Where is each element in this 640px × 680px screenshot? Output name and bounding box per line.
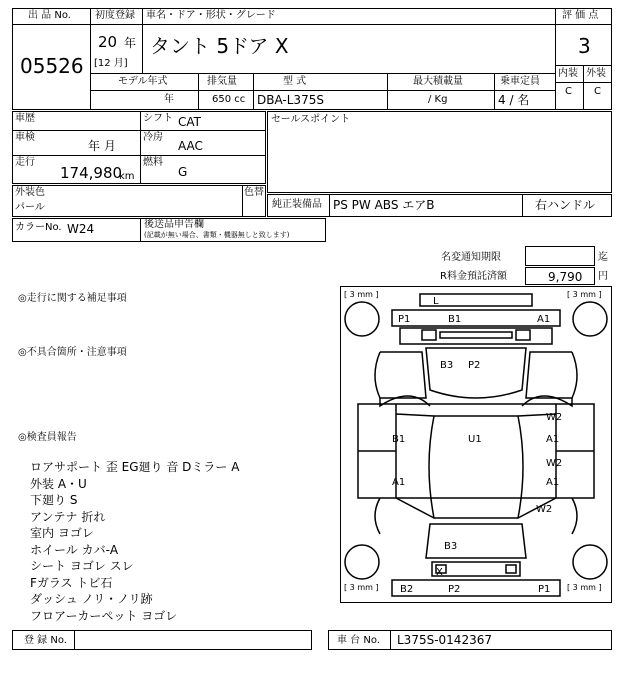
tire-depth-bl: [ 3 mm ] (344, 583, 379, 592)
model-year-value: 年 (164, 94, 174, 105)
recycle-label: R料金預託済額 (440, 271, 507, 282)
color-frame (12, 185, 266, 217)
fuel-label: 燃料 (143, 157, 163, 168)
exterior-color-value: パール (15, 202, 45, 213)
diagram-label: U1 (468, 434, 482, 445)
exterior-color-label: 外装色 (15, 187, 45, 198)
fuel-value: G (178, 165, 188, 179)
model-year-label: モデル年式 (118, 76, 168, 87)
ac-label: 冷房 (143, 132, 163, 143)
first-reg-label: 初度登録 (95, 10, 135, 21)
diagram-label: A1 (546, 434, 560, 445)
tire-depth-br: [ 3 mm ] (567, 583, 602, 592)
first-reg-year: 20 (98, 33, 118, 51)
model-value: DBA-L375S (257, 93, 324, 107)
diagram-label: A1 (546, 477, 560, 488)
front-fender-left (380, 352, 426, 398)
list-item: シート ヨゴレ スレ (30, 559, 134, 573)
diagram-label: P2 (468, 360, 481, 371)
equipment-value: PS PW ABS エアB (333, 198, 435, 212)
diagram-label: W2 (536, 504, 553, 515)
list-item: 室内 ヨゴレ (30, 526, 94, 540)
list-item: 下廻り S (30, 493, 78, 507)
car-name-label: 車名・ドア・形状・グレード (146, 10, 276, 21)
list-item: フロアーカーペット ヨゴレ (30, 608, 178, 623)
shaken-value: 年 月 (88, 139, 116, 153)
windshield-lines (396, 414, 556, 518)
capacity-label: 乗車定員 (500, 76, 540, 87)
wheel-rear-left (345, 545, 379, 579)
diagram-label: B3 (444, 541, 458, 552)
diagram-label: W2 (546, 412, 563, 423)
wheel-front-left (345, 302, 379, 336)
rear-hatch (426, 524, 526, 558)
front-fender-right (526, 352, 572, 398)
diagram-label: B1 (448, 314, 462, 325)
diagram-label: P1 (538, 584, 551, 595)
recycle-value: 9,790 (548, 270, 583, 284)
lamp-right (516, 330, 530, 340)
list-item: 外装 A・U (30, 476, 87, 491)
rear-lamp-right (506, 565, 516, 573)
chassis-label: 車 台 No. (337, 635, 380, 646)
list-item: ホイール カバ-A (30, 542, 119, 557)
inspector-notes (30, 459, 239, 624)
driving-notes-heading: ◎走行に関する補足事項 (18, 293, 127, 304)
displacement-value: 650 cc (212, 94, 246, 105)
name-change-label: 名変通知期限 (441, 252, 501, 263)
diagram-label: W2 (546, 458, 563, 469)
recycle-unit: 円 (598, 271, 608, 282)
history-label: 車歴 (15, 113, 35, 124)
docs-note: (記載が無い場合、書類・機器無しと致します) (144, 231, 290, 239)
list-item: アンテナ 折れ (30, 509, 106, 524)
capacity-value: 4 / 名 (498, 93, 530, 107)
diagram-label: A1 (392, 477, 406, 488)
shift-label: シフト (143, 113, 173, 124)
rear-window (432, 562, 520, 576)
interior-grade: C (565, 86, 572, 97)
mileage-unit: km (119, 171, 135, 182)
car-diagram (340, 286, 612, 603)
rear-bumper (392, 580, 560, 596)
name-change-box (525, 246, 595, 266)
list-item: ダッシュ ノリ・ノリ跡 (30, 592, 153, 606)
shift-value: CAT (178, 115, 201, 129)
lot-number: 05526 (20, 54, 84, 78)
grille (440, 332, 512, 338)
load-label: 最大積載量 (413, 76, 463, 87)
year-unit: 年 (124, 36, 137, 50)
diagram-label: P1 (398, 314, 411, 325)
front-bumper (392, 310, 560, 326)
model-label: 型 式 (283, 76, 307, 87)
displacement-label: 排気量 (207, 76, 237, 87)
color-no-value: W24 (67, 222, 95, 236)
chassis-value: L375S-0142367 (397, 633, 492, 647)
score-value: 3 (578, 34, 591, 58)
roof (429, 416, 523, 518)
name-change-unit: 迄 (598, 252, 608, 263)
equipment-label: 純正装備品 (272, 199, 322, 210)
handle-value: 右ハンドル (535, 198, 596, 212)
diagram-label: B1 (392, 434, 406, 445)
inspector-heading: ◎検査員報告 (18, 432, 77, 443)
reg-no-label: 登 録 No. (24, 635, 67, 646)
exterior-grade: C (594, 86, 601, 97)
hood (426, 348, 526, 398)
diagram-label: B2 (400, 584, 414, 595)
ac-value: AAC (178, 139, 203, 153)
list-item: Fガラス トビ石 (30, 575, 113, 590)
diagram-label: A1 (537, 314, 551, 325)
defects-heading: ◎不具合箇所・注意事項 (18, 347, 127, 358)
docs-label: 後送品申告欄 (144, 219, 204, 230)
mileage-label: 走行 (15, 157, 35, 168)
diagram-label: X (436, 567, 443, 578)
lamp-left (422, 330, 436, 340)
tire-depth-tr: [ 3 mm ] (567, 290, 602, 299)
tire-depth-tl: [ 3 mm ] (344, 290, 379, 299)
diagram-label: L (433, 296, 439, 307)
door-pillars (396, 404, 556, 498)
sales-points-label: セールスポイント (271, 114, 351, 125)
wheel-front-right (573, 302, 607, 336)
diagram-label: P2 (448, 584, 461, 595)
load-value: / Kg (428, 94, 448, 105)
wheel-rear-right (573, 545, 607, 579)
color-no-label: カラーNo. (15, 222, 62, 233)
list-item: ロアサポート 歪 EG廻り 音 Dミラー A (30, 460, 240, 474)
interior-label: 内装 (558, 68, 578, 79)
first-reg-month: [12 月] (94, 58, 128, 69)
diagram-label: B3 (440, 360, 454, 371)
lot-label: 出 品 No. (28, 10, 71, 21)
car-name: タント 5ドア X (150, 34, 289, 58)
exterior-label: 外装 (586, 68, 606, 79)
details-frame (12, 111, 266, 184)
repaint-label: 色替 (244, 187, 264, 198)
shaken-label: 車検 (15, 132, 35, 143)
mileage-value: 174,980 (60, 164, 123, 182)
score-label: 評 価 点 (562, 10, 599, 21)
